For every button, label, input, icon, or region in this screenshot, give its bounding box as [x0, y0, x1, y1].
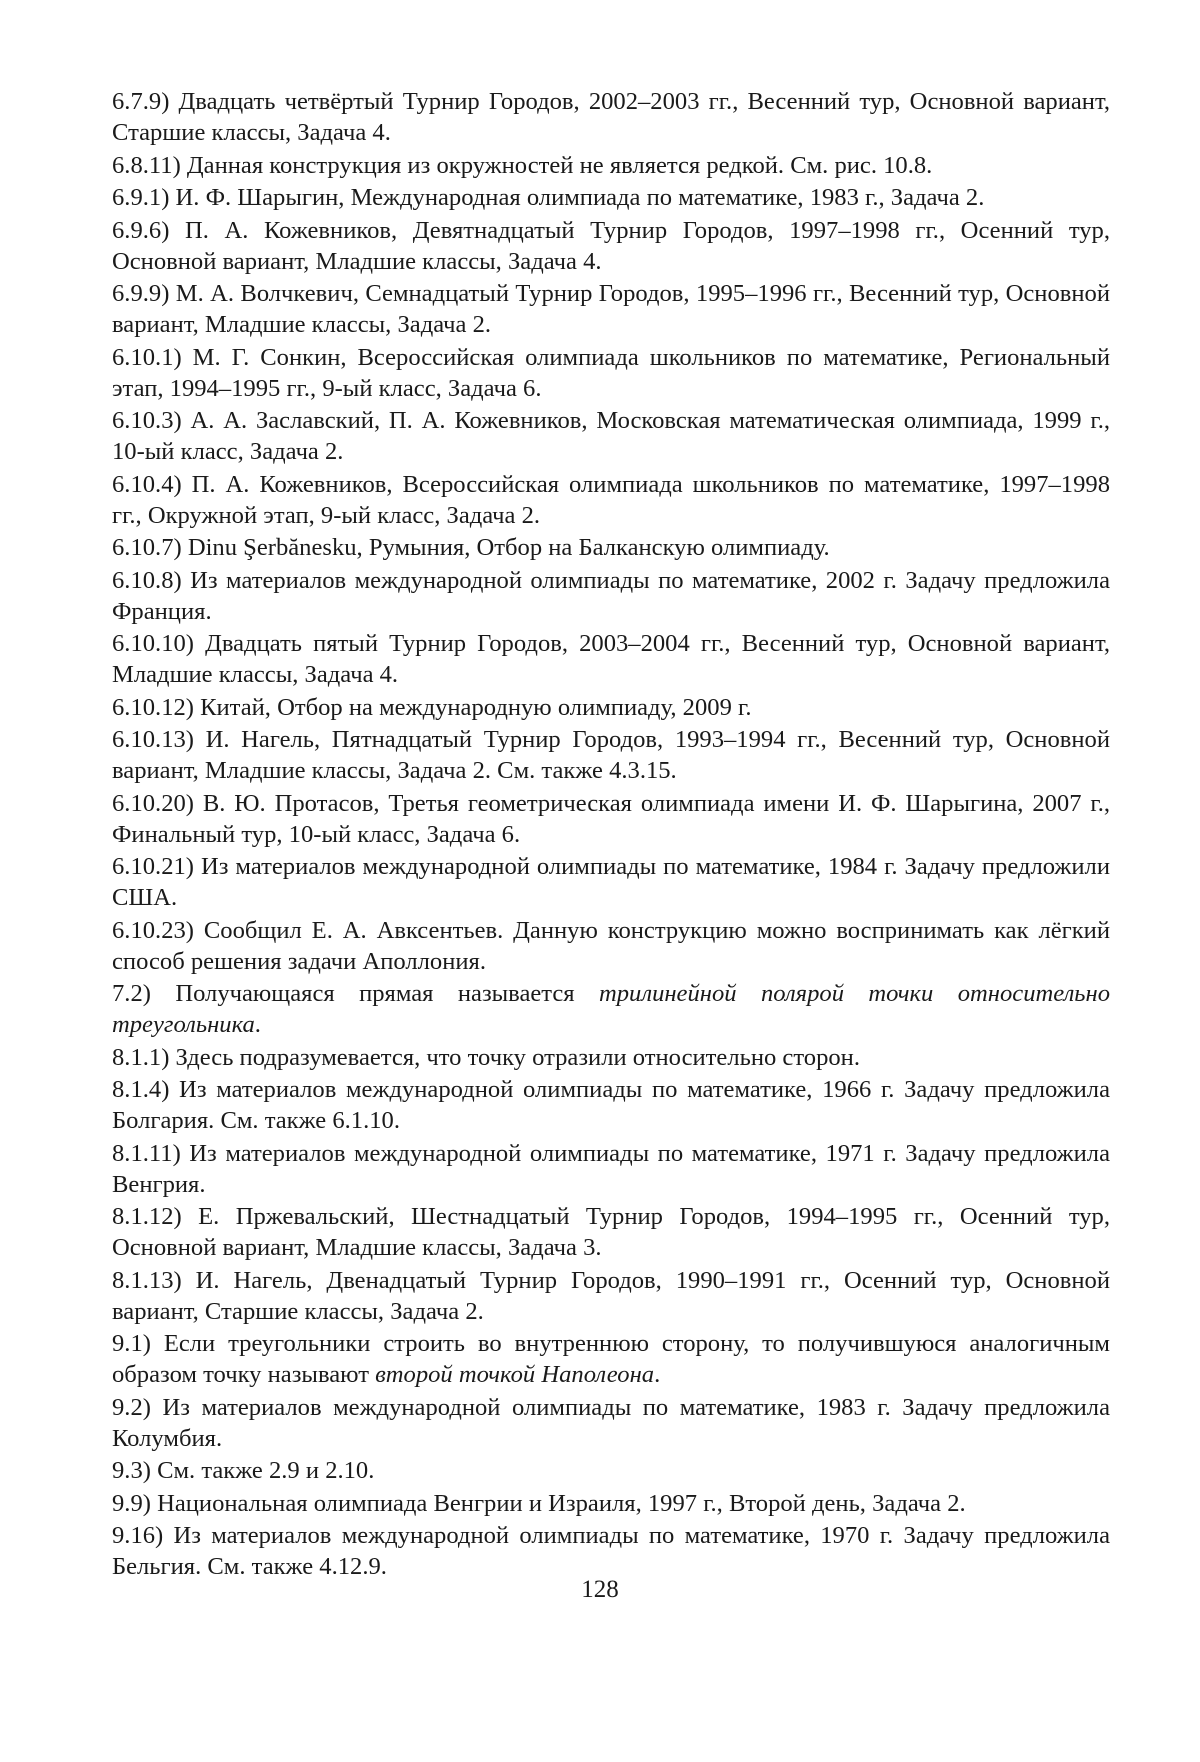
note-item: 6.10.23) Сообщил Е. А. Авксентьев. Данную конструкцию можно воспринимать как лёгкий способ решения задачи Аполлония.	[112, 916, 1110, 975]
note-text: 9.1) Если треугольники строить во внутреннюю сторону, то получившуюся аналогичным образом точку называют	[112, 1330, 1110, 1388]
note-item-with-term	[112, 978, 1110, 1040]
note-item: 9.3) См. также 2.9 и 2.10.	[112, 1457, 375, 1484]
note-item: 8.1.13) И. Нагель, Двенадцатый Турнир Городов, 1990–1991 гг., Осенний тур, Основной вариант, Старшие классы, Задача 2.	[112, 1266, 1110, 1325]
note-item: 6.10.3) А. А. Заславский, П. А. Кожевников, Московская математическая олимпиада, 1999 г., 10-ый класс, Задача 2.	[112, 407, 1110, 465]
note-item: 8.1.11) Из материалов международной олимпиады по математике, 1971 г. Задачу предложила Венгрия.	[112, 1139, 1110, 1198]
note-item: 6.9.1) И. Ф. Шарыгин, Международная олимпиада по математике, 1983 г., Задача 2.	[112, 184, 985, 211]
note-item: 6.9.6) П. А. Кожевников, Девятнадцатый Турнир Городов, 1997–1998 гг., Осенний тур, Основной вариант, Младшие классы, Задача 4.	[112, 216, 1110, 275]
note-item: 6.10.7) Dinu Şerbănesku, Румыния, Отбор на Балканскую олимпиаду.	[112, 534, 830, 561]
note-item: 6.10.4) П. А. Кожевников, Всероссийская олимпиада школьников по математике, 1997–1998 гг., Окружной этап, 9-ый класс, Задача 2.	[112, 470, 1110, 529]
note-item: 9.9) Национальная олимпиада Венгрии и Израиля, 1997 г., Второй день, Задача 2.	[112, 1489, 966, 1517]
note-item: 6.9.9) М. А. Волчкевич, Семнадцатый Турнир Городов, 1995–1996 гг., Весенний тур, Основной вариант, Младшие классы, Задача 2.	[112, 280, 1110, 338]
note-item: 8.1.1) Здесь подразумевается, что точку отразили относительно сторон.	[112, 1043, 860, 1071]
note-item: 8.1.12) Е. Пржевальский, Шестнадцатый Турнир Городов, 1994–1995 гг., Осенний тур, Основной вариант, Младшие классы, Задача 3.	[112, 1203, 1110, 1261]
note-item: 6.8.11) Данная конструкция из окружностей не является редкой. См. рис. 10.8.	[112, 151, 933, 179]
note-item: 6.10.10) Двадцать пятый Турнир Городов, 2003–2004 гг., Весенний тур, Основной вариант, Младшие классы, Задача 4.	[112, 630, 1110, 688]
page-number: 128	[581, 1576, 619, 1603]
note-item: 6.10.21) Из материалов международной олимпиады по математике, 1984 г. Задачу предложили США.	[112, 853, 1110, 911]
notes-list	[112, 86, 1110, 1584]
note-text-end: .	[254, 1011, 261, 1038]
note-text: 7.2) Получающаяся прямая называется	[112, 980, 599, 1007]
note-item: 6.10.13) И. Нагель, Пятнадцатый Турнир Городов, 1993–1994 гг., Весенний тур, Основной вариант, Младшие классы, Задача 2. См. также 4.3.15.	[112, 726, 1110, 784]
note-item-with-term	[112, 1328, 1110, 1390]
note-item: 6.10.20) В. Ю. Протасов, Третья геометрическая олимпиада имени И. Ф. Шарыгина, 2007 г., Финальный тур, 10-ый класс, Задача 6.	[112, 789, 1110, 848]
note-term: трилинейной полярой точки относительно треугольника	[112, 980, 1110, 1038]
note-item: 8.1.4) Из материалов международной олимпиады по математике, 1966 г. Задачу предложила Болгария. См. также 6.1.10.	[112, 1076, 1110, 1134]
note-item: 9.16) Из материалов международной олимпиады по математике, 1970 г. Задачу предложила Бельгия. См. также 4.12.9.	[112, 1522, 1110, 1580]
note-item: 6.10.8) Из материалов международной олимпиады по математике, 2002 г. Задачу предложила Франция.	[112, 566, 1110, 625]
note-item: 9.2) Из материалов международной олимпиады по математике, 1983 г. Задачу предложила Колумбия.	[112, 1393, 1110, 1452]
note-item: 6.10.1) М. Г. Сонкин, Всероссийская олимпиада школьников по математике, Региональный этап, 1994–1995 гг., 9-ый класс, Задача 6.	[112, 343, 1110, 402]
note-term: второй точкой Наполеона	[375, 1361, 655, 1388]
note-text-end: .	[654, 1361, 661, 1388]
note-item: 6.10.12) Китай, Отбор на международную олимпиаду, 2009 г.	[112, 693, 752, 721]
note-item: 6.7.9) Двадцать четвёртый Турнир Городов, 2002–2003 гг., Весенний тур, Основной вариант, Старшие классы, Задача 4.	[112, 88, 1110, 146]
